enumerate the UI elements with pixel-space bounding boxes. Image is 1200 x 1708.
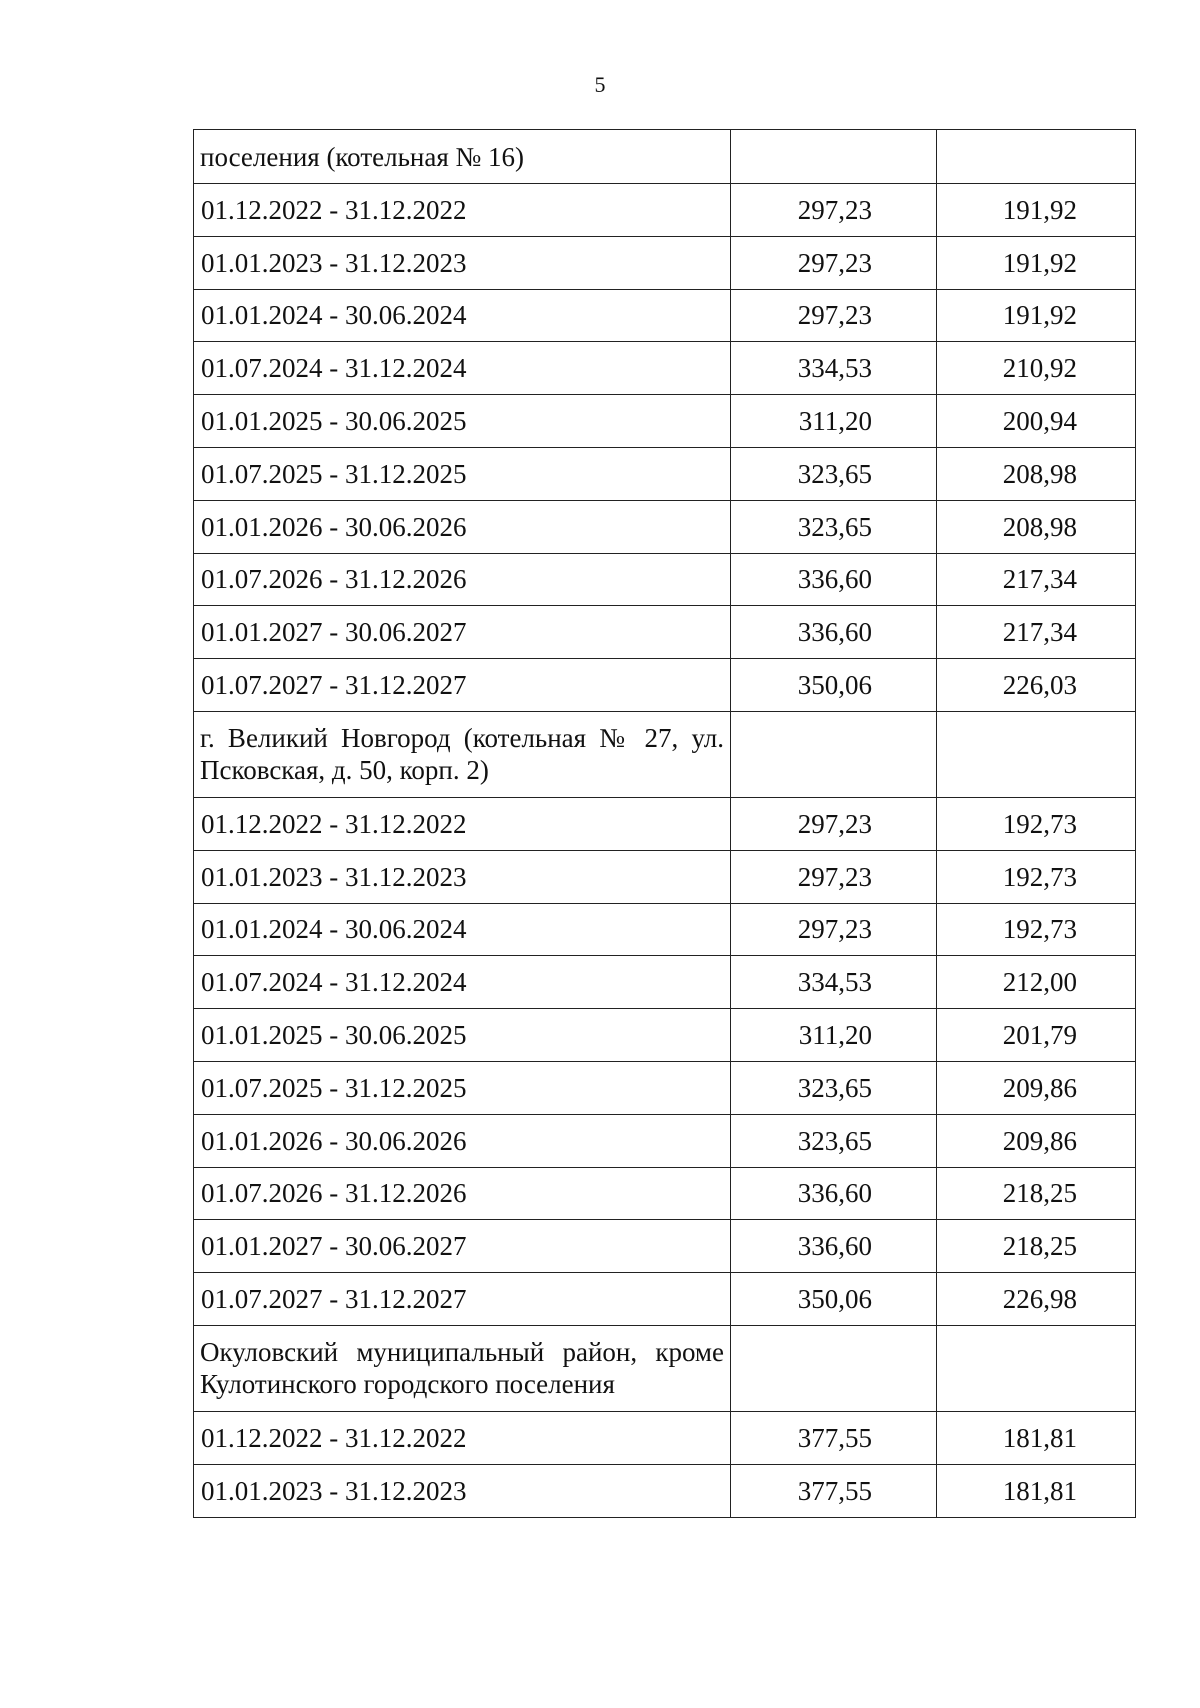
table-row bbox=[194, 1061, 1136, 1114]
heading-empty-cell bbox=[731, 1325, 937, 1411]
table-row bbox=[194, 956, 1136, 1009]
tariff-value-a-cell: 323,65 bbox=[731, 447, 937, 500]
table-row bbox=[194, 850, 1136, 903]
period-cell: 01.01.2024 - 30.06.2024 bbox=[194, 903, 731, 956]
tariff-value-b-cell: 181,81 bbox=[937, 1464, 1136, 1517]
tariff-value-b-cell: 191,92 bbox=[937, 289, 1136, 342]
period-cell: 01.01.2024 - 30.06.2024 bbox=[194, 289, 731, 342]
tariff-value-b-cell: 209,86 bbox=[937, 1114, 1136, 1167]
section-heading-row bbox=[194, 1325, 1136, 1411]
tariff-value-a-cell: 350,06 bbox=[731, 1273, 937, 1326]
tariff-value-a-cell: 297,23 bbox=[731, 850, 937, 903]
tariff-value-b-cell: 191,92 bbox=[937, 236, 1136, 289]
section-heading-row bbox=[194, 130, 1136, 184]
period-cell: 01.01.2026 - 30.06.2026 bbox=[194, 500, 731, 553]
period-cell: 01.01.2023 - 31.12.2023 bbox=[194, 1464, 731, 1517]
heading-empty-cell bbox=[937, 130, 1136, 184]
tariff-value-a-cell: 336,60 bbox=[731, 1220, 937, 1273]
heading-empty-cell bbox=[731, 711, 937, 797]
table-row bbox=[194, 1273, 1136, 1326]
section-heading: Окуловский муниципальный район, кроме Кулотинского городского поселения bbox=[194, 1325, 731, 1411]
table-row bbox=[194, 395, 1136, 448]
tariff-value-a-cell: 334,53 bbox=[731, 342, 937, 395]
period-cell: 01.07.2026 - 31.12.2026 bbox=[194, 553, 731, 606]
table-row bbox=[194, 289, 1136, 342]
table-row bbox=[194, 1167, 1136, 1220]
table-row bbox=[194, 1464, 1136, 1517]
table-row bbox=[194, 606, 1136, 659]
tariff-value-a-cell: 311,20 bbox=[731, 1009, 937, 1062]
heading-empty-cell bbox=[731, 130, 937, 184]
table-row bbox=[194, 236, 1136, 289]
tariff-value-a-cell: 297,23 bbox=[731, 184, 937, 237]
tariff-value-b-cell: 200,94 bbox=[937, 395, 1136, 448]
period-cell: 01.07.2027 - 31.12.2027 bbox=[194, 1273, 731, 1326]
tariff-value-a-cell: 323,65 bbox=[731, 1114, 937, 1167]
heading-empty-cell bbox=[937, 711, 1136, 797]
section-heading: г. Великий Новгород (котельная № 27, ул. Псковская, д. 50, корп. 2) bbox=[194, 711, 731, 797]
period-cell: 01.12.2022 - 31.12.2022 bbox=[194, 1411, 731, 1464]
tariff-value-a-cell: 377,55 bbox=[731, 1411, 937, 1464]
table-row bbox=[194, 1411, 1136, 1464]
period-cell: 01.01.2023 - 31.12.2023 bbox=[194, 850, 731, 903]
period-cell: 01.12.2022 - 31.12.2022 bbox=[194, 797, 731, 850]
tariff-value-a-cell: 334,53 bbox=[731, 956, 937, 1009]
tariff-value-a-cell: 350,06 bbox=[731, 659, 937, 712]
tariff-value-b-cell: 191,92 bbox=[937, 184, 1136, 237]
period-cell: 01.07.2025 - 31.12.2025 bbox=[194, 447, 731, 500]
tariff-value-b-cell: 226,98 bbox=[937, 1273, 1136, 1326]
period-cell: 01.01.2027 - 30.06.2027 bbox=[194, 1220, 731, 1273]
table-row bbox=[194, 797, 1136, 850]
tariff-value-b-cell: 208,98 bbox=[937, 447, 1136, 500]
tariff-table bbox=[193, 129, 1136, 1518]
table-row bbox=[194, 342, 1136, 395]
tariff-value-b-cell: 210,92 bbox=[937, 342, 1136, 395]
tariff-value-a-cell: 323,65 bbox=[731, 500, 937, 553]
table-row bbox=[194, 184, 1136, 237]
tariff-value-a-cell: 311,20 bbox=[731, 395, 937, 448]
table-row bbox=[194, 553, 1136, 606]
tariff-value-b-cell: 192,73 bbox=[937, 850, 1136, 903]
table-row bbox=[194, 447, 1136, 500]
tariff-value-b-cell: 217,34 bbox=[937, 606, 1136, 659]
tariff-value-b-cell: 192,73 bbox=[937, 797, 1136, 850]
tariff-value-a-cell: 336,60 bbox=[731, 1167, 937, 1220]
tariff-value-b-cell: 218,25 bbox=[937, 1220, 1136, 1273]
tariff-value-a-cell: 297,23 bbox=[731, 289, 937, 342]
tariff-value-a-cell: 297,23 bbox=[731, 903, 937, 956]
section-heading-row bbox=[194, 711, 1136, 797]
tariff-value-b-cell: 208,98 bbox=[937, 500, 1136, 553]
tariff-table-body bbox=[194, 130, 1136, 1518]
tariff-value-b-cell: 209,86 bbox=[937, 1061, 1136, 1114]
period-cell: 01.07.2027 - 31.12.2027 bbox=[194, 659, 731, 712]
heading-empty-cell bbox=[937, 1325, 1136, 1411]
tariff-value-a-cell: 297,23 bbox=[731, 797, 937, 850]
tariff-value-b-cell: 212,00 bbox=[937, 956, 1136, 1009]
tariff-value-b-cell: 226,03 bbox=[937, 659, 1136, 712]
period-cell: 01.07.2024 - 31.12.2024 bbox=[194, 956, 731, 1009]
table-row bbox=[194, 1220, 1136, 1273]
period-cell: 01.07.2026 - 31.12.2026 bbox=[194, 1167, 731, 1220]
tariff-value-a-cell: 377,55 bbox=[731, 1464, 937, 1517]
period-cell: 01.07.2025 - 31.12.2025 bbox=[194, 1061, 731, 1114]
table-row bbox=[194, 1009, 1136, 1062]
table-row bbox=[194, 903, 1136, 956]
tariff-value-a-cell: 336,60 bbox=[731, 553, 937, 606]
period-cell: 01.12.2022 - 31.12.2022 bbox=[194, 184, 731, 237]
table-row bbox=[194, 1114, 1136, 1167]
period-cell: 01.01.2026 - 30.06.2026 bbox=[194, 1114, 731, 1167]
tariff-value-a-cell: 336,60 bbox=[731, 606, 937, 659]
page-number: 5 bbox=[594, 72, 606, 97]
period-cell: 01.01.2027 - 30.06.2027 bbox=[194, 606, 731, 659]
tariff-value-b-cell: 192,73 bbox=[937, 903, 1136, 956]
table-row bbox=[194, 500, 1136, 553]
tariff-value-b-cell: 201,79 bbox=[937, 1009, 1136, 1062]
tariff-value-a-cell: 323,65 bbox=[731, 1061, 937, 1114]
period-cell: 01.01.2025 - 30.06.2025 bbox=[194, 395, 731, 448]
period-cell: 01.01.2023 - 31.12.2023 bbox=[194, 236, 731, 289]
tariff-value-b-cell: 217,34 bbox=[937, 553, 1136, 606]
table-row bbox=[194, 659, 1136, 712]
section-heading: поселения (котельная № 16) bbox=[194, 130, 731, 184]
tariff-value-b-cell: 218,25 bbox=[937, 1167, 1136, 1220]
period-cell: 01.01.2025 - 30.06.2025 bbox=[194, 1009, 731, 1062]
tariff-value-b-cell: 181,81 bbox=[937, 1411, 1136, 1464]
period-cell: 01.07.2024 - 31.12.2024 bbox=[194, 342, 731, 395]
tariff-value-a-cell: 297,23 bbox=[731, 236, 937, 289]
